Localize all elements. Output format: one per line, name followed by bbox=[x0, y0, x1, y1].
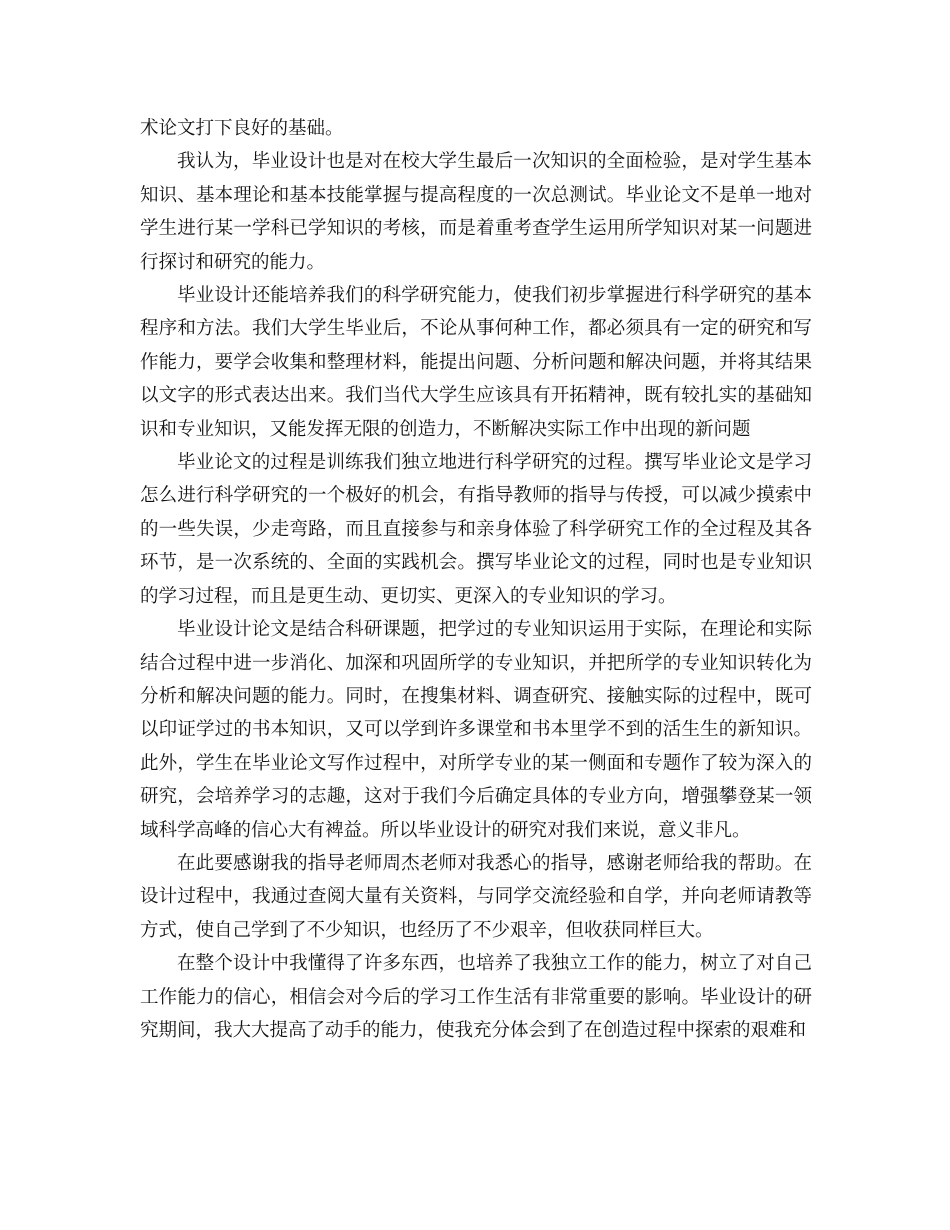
paragraph-research-ability: 毕业设计还能培养我们的科学研究能力，使我们初步掌握进行科学研究的基本程序和方法。我们大学生毕业后，不论从事何种工作，都必须具有一定的研究和写作能力，要学会收集和整理材料，能提出问题、分析问题和解决问题，并将其结果以文字的形式表达出来。我们当代大学生应该具有开拓精神，既有较扎实的基础知识和专业知识，又能发挥无限的创造力，不断解决实际工作中出现的新问题 bbox=[140, 285, 812, 440]
paragraph-continuation: 术论文打下良好的基础。 bbox=[140, 118, 344, 139]
paragraph-reflection: 在整个设计中我懂得了许多东西，也培养了我独立工作的能力，树立了对自己工作能力的信心，相信会对今后的学习工作生活有非常重要的影响。毕业设计的研究期间，我大大提高了动手的能力，使我充分体会到了在创造过程中探索的艰难和 bbox=[140, 953, 812, 1041]
paragraph-knowledge-application: 毕业设计论文是结合科研课题，把学过的专业知识运用于实际，在理论和实际结合过程中进一步消化、加深和巩固所学的专业知识，并把所学的专业知识转化为分析和解决问题的能力。同时，在搜集材料、调查研究、接触实际的过程中，既可以印证学过的书本知识，又可以学到许多课堂和书本里学不到的活生生的新知识。此外，学生在毕业论文写作过程中，对所学专业的某一侧面和专题作了较为深入的研究，会培养学习的志趣，这对于我们今后确定具体的专业方向，增强攀登某一领域科学高峰的信心大有裨益。所以毕业设计的研究对我们来说，意义非凡。 bbox=[140, 619, 812, 841]
paragraph-graduation-design-test: 我认为，毕业设计也是对在校大学生最后一次知识的全面检验，是对学生基本知识、基本理论和基本技能掌握与提高程度的一次总测试。毕业论文不是单一地对学生进行某一学科已学知识的考核，而是着重考查学生运用所学知识对某一问题进行探讨和研究的能力。 bbox=[140, 151, 812, 273]
paragraph-acknowledgement: 在此要感谢我的指导老师周杰老师对我悉心的指导，感谢老师给我的帮助。在设计过程中，我通过查阅大量有关资料，与同学交流经验和自学，并向老师请教等方式，使自己学到了不少知识，也经历了不少艰辛，但收获同样巨大。 bbox=[140, 852, 812, 941]
body-text bbox=[140, 112, 812, 1047]
paragraph-research-training: 毕业论文的过程是训练我们独立地进行科学研究的过程。撰写毕业论文是学习怎么进行科学研究的一个极好的机会，有指导教师的指导与传授，可以减少摸索中的一些失误，少走弯路，而且直接参与和亲身体验了科学研究工作的全过程及其各环节，是一次系统的、全面的实践机会。撰写毕业论文的过程，同时也是专业知识的学习过程，而且是更生动、更切实、更深入的专业知识的学习。 bbox=[140, 452, 812, 607]
